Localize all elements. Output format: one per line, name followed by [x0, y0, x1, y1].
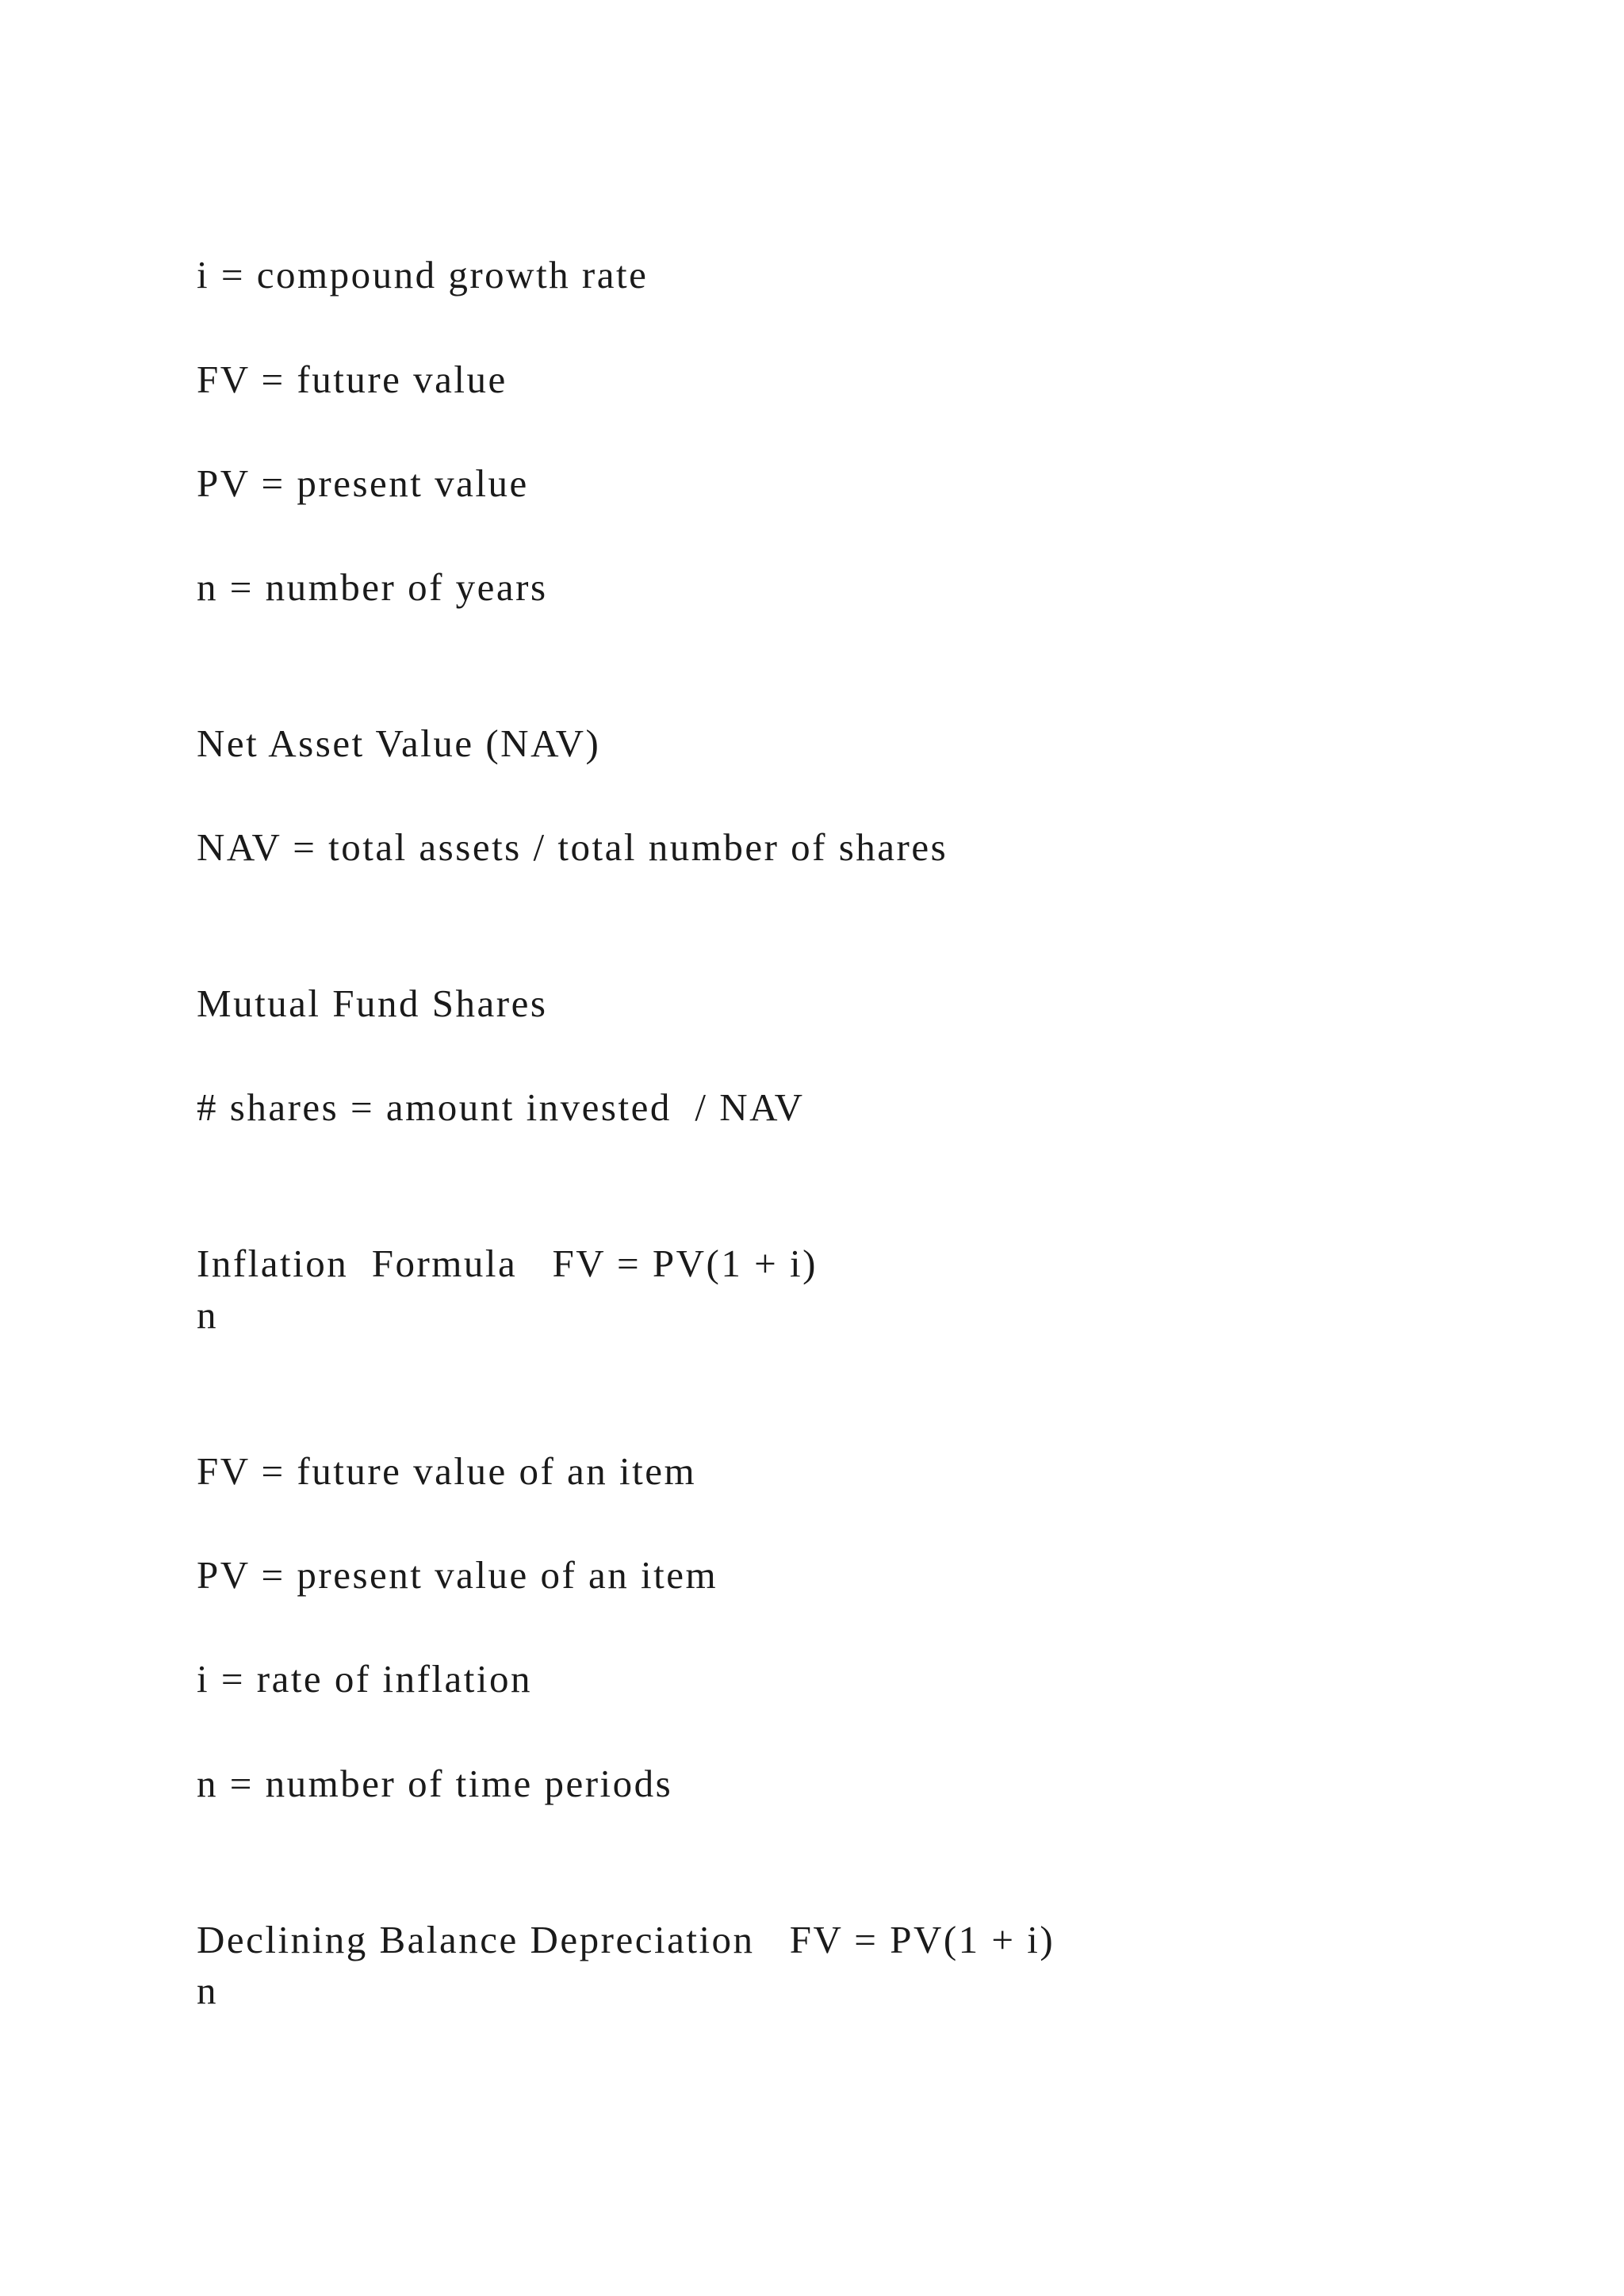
- definition-pv-present-value-of-item: PV = present value of an item: [197, 1553, 718, 1597]
- definition-n-number-of-time-periods: n = number of time periods: [197, 1762, 673, 1805]
- definition-fv-future-value-of-item: FV = future value of an item: [197, 1449, 697, 1493]
- heading-mutual-fund-shares: Mutual Fund Shares: [197, 982, 548, 1025]
- definition-pv-present-value: PV = present value: [197, 461, 529, 505]
- formula-shares: # shares = amount invested / NAV: [197, 1085, 805, 1129]
- formula-nav: NAV = total assets / total number of shares: [197, 825, 948, 869]
- definition-n-number-of-years: n = number of years: [197, 565, 548, 609]
- definition-i-compound-growth-rate: i = compound growth rate: [197, 253, 649, 297]
- heading-declining-balance-depreciation: Declining Balance Depreciation FV = PV(1 + i): [197, 1918, 1055, 1961]
- definition-fv-future-value: FV = future value: [197, 358, 508, 401]
- heading-inflation-formula: Inflation Formula FV = PV(1 + i): [197, 1242, 818, 1285]
- heading-net-asset-value: Net Asset Value (NAV): [197, 721, 601, 765]
- depreciation-formula-exponent: n: [197, 1969, 218, 2012]
- definition-i-rate-of-inflation: i = rate of inflation: [197, 1657, 533, 1701]
- inflation-formula-exponent: n: [197, 1293, 218, 1337]
